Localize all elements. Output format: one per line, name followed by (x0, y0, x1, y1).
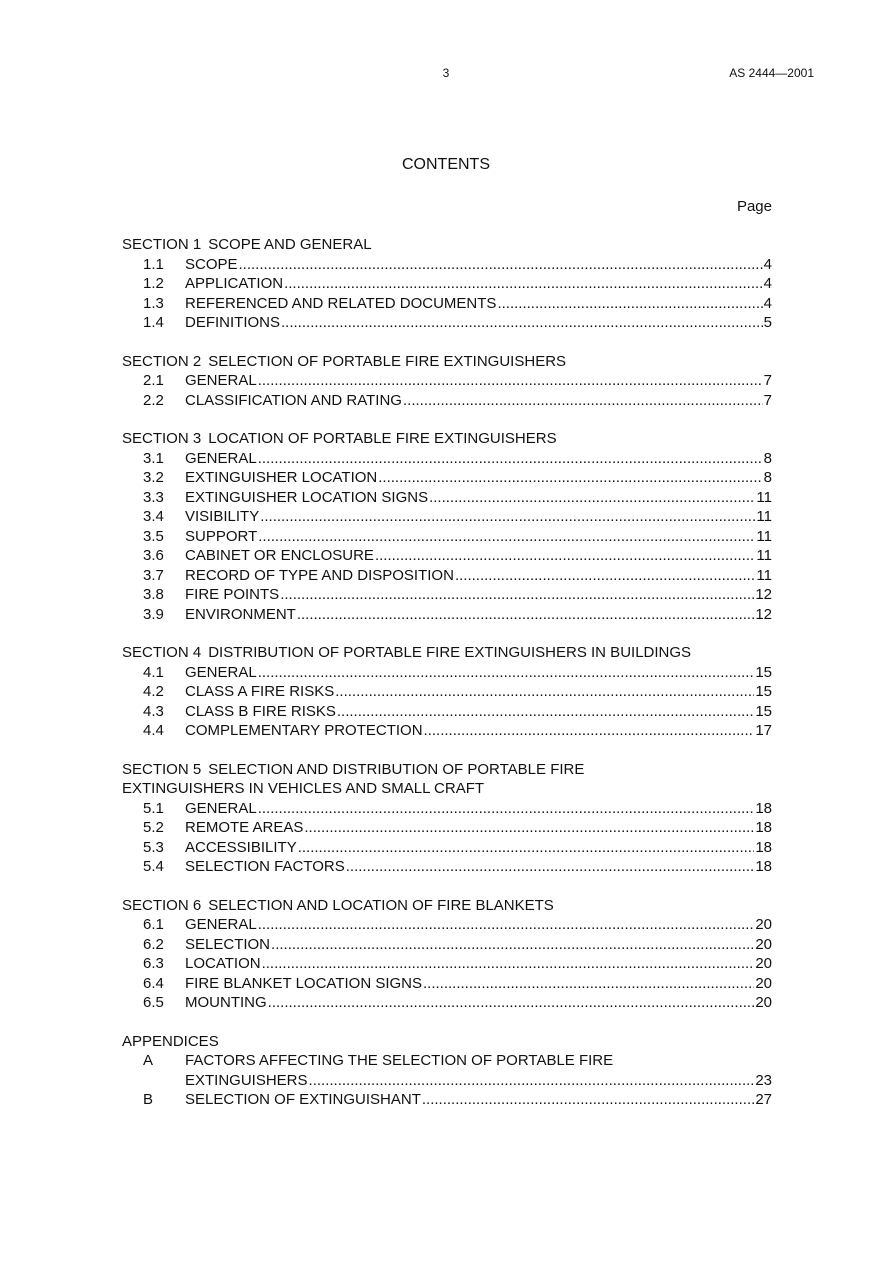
entry-number: 1.3 (143, 294, 164, 312)
entry-number: 4.2 (143, 683, 164, 700)
entry-title: SCOPE (185, 255, 238, 273)
section-heading[interactable] (122, 643, 772, 663)
dot-leader (304, 818, 754, 838)
dot-leader (455, 566, 755, 586)
dot-leader (258, 449, 763, 469)
entry-number: 3.5 (143, 527, 164, 545)
toc-section-2 (122, 352, 772, 411)
dot-leader (262, 954, 755, 974)
entry-number: 2.1 (143, 372, 164, 389)
entry-number: 5.4 (143, 858, 164, 875)
entry-number: 1.1 (143, 255, 164, 273)
toc-entry[interactable] (122, 449, 772, 469)
entry-title: EXTINGUISHER LOCATION (185, 469, 378, 486)
toc-entry[interactable] (122, 488, 772, 508)
entry-number: 3.1 (143, 449, 164, 467)
toc-entry[interactable] (122, 1071, 772, 1091)
entry-number: 4.1 (143, 663, 164, 681)
entry-title: CLASS B FIRE RISKS (185, 702, 336, 720)
entry-title: SELECTION (185, 935, 271, 953)
toc-entry[interactable] (122, 702, 772, 722)
toc-section-6 (122, 896, 772, 1013)
dot-leader (422, 1090, 754, 1110)
entry-page: 7 (763, 372, 772, 389)
page-header (0, 66, 892, 86)
entry-title: LOCATION (185, 955, 261, 972)
entry-title: EXTINGUISHER LOCATION SIGNS (185, 488, 429, 506)
toc-entry[interactable] (122, 818, 772, 838)
entry-page: 11 (756, 488, 772, 506)
toc-entry[interactable] (122, 391, 772, 411)
entry-page: 15 (755, 683, 772, 700)
dot-leader (258, 799, 755, 819)
entry-number: 3.7 (143, 566, 164, 584)
dot-leader (258, 371, 763, 391)
page-column-label: Page (736, 198, 772, 215)
toc-entry[interactable] (122, 294, 772, 314)
dot-leader (297, 605, 754, 625)
entry-page: 5 (763, 314, 772, 331)
toc-entry[interactable] (122, 585, 772, 605)
entry-title: SELECTION FACTORS (185, 858, 345, 875)
dot-leader (280, 585, 754, 605)
dot-leader (423, 974, 754, 994)
dot-leader (281, 313, 763, 333)
entry-title: GENERAL (185, 372, 257, 389)
entry-number: 5.1 (143, 799, 164, 817)
toc-section-1 (122, 235, 772, 333)
toc-entry[interactable] (122, 954, 772, 974)
entry-page: 20 (755, 935, 772, 953)
entry-page: 8 (763, 449, 772, 467)
entry-title: MOUNTING (185, 994, 267, 1011)
dot-leader (271, 935, 754, 955)
dot-leader (337, 702, 754, 722)
toc-entry[interactable] (122, 1090, 772, 1110)
toc-entry[interactable] (122, 255, 772, 275)
toc-entry[interactable] (122, 682, 772, 702)
entry-number: 6.5 (143, 994, 164, 1011)
entry-title: EXTINGUISHERS (185, 1071, 308, 1089)
entry-title: SELECTION OF EXTINGUISHANT (185, 1091, 421, 1108)
entry-number: 6.2 (143, 935, 164, 953)
entry-page: 12 (755, 605, 772, 623)
entry-page: 18 (755, 838, 772, 856)
dot-leader (258, 915, 755, 935)
toc-section-5 (122, 760, 772, 877)
dot-leader (258, 527, 755, 547)
entry-number: 3.2 (143, 469, 164, 486)
toc-entry[interactable] (122, 468, 772, 488)
section-heading[interactable] (122, 352, 772, 372)
dot-leader (309, 1071, 755, 1091)
section-title: SELECTION AND DISTRIBUTION OF PORTABLE FIRE (208, 760, 585, 778)
section-title: DISTRIBUTION OF PORTABLE FIRE EXTINGUISHERS IN BUILDINGS (208, 644, 692, 661)
entry-page: 18 (755, 858, 772, 875)
section-number: SECTION 4 (122, 644, 202, 661)
entry-title: RECORD OF TYPE AND DISPOSITION (185, 566, 454, 584)
entry-number: 5.3 (143, 838, 164, 856)
section-number: SECTION 2 (122, 352, 202, 370)
toc-entry[interactable] (122, 371, 772, 391)
entry-title: VISIBILITY (185, 508, 260, 525)
dot-leader (497, 294, 762, 314)
entry-page: 11 (756, 508, 772, 525)
section-heading[interactable] (122, 896, 772, 916)
entry-number: B (143, 1091, 154, 1108)
entry-page: 4 (763, 275, 772, 292)
dot-leader (429, 488, 755, 508)
dot-leader (268, 993, 755, 1013)
entry-title: COMPLEMENTARY PROTECTION (185, 722, 423, 739)
entry-title: FACTORS AFFECTING THE SELECTION OF PORTABLE FIRE (185, 1052, 614, 1069)
toc-entry[interactable] (122, 605, 772, 625)
entry-page: 4 (763, 294, 772, 312)
toc-entry[interactable] (122, 507, 772, 527)
document-id: AS 2444—2001 (729, 66, 814, 80)
entry-page: 18 (755, 819, 772, 836)
entry-title: GENERAL (185, 916, 257, 933)
entry-title: REMOTE AREAS (185, 819, 304, 836)
entry-title: DEFINITIONS (185, 314, 281, 331)
toc-entry[interactable] (122, 799, 772, 819)
toc-entry[interactable] (122, 935, 772, 955)
entry-page: 12 (755, 586, 772, 603)
toc-entry[interactable] (122, 663, 772, 683)
entry-title: GENERAL (185, 449, 257, 467)
toc-entry[interactable] (122, 915, 772, 935)
entry-number: 6.4 (143, 974, 164, 992)
toc-entry[interactable] (122, 546, 772, 566)
entry-page: 20 (755, 955, 772, 972)
entry-number: 3.6 (143, 547, 164, 564)
entry-number: 3.9 (143, 605, 164, 623)
entry-number: 4.4 (143, 722, 164, 739)
entry-number: 5.2 (143, 819, 164, 836)
dot-leader (260, 507, 755, 527)
section-heading-continuation: EXTINGUISHERS IN VEHICLES AND SMALL CRAFT (122, 780, 485, 797)
entry-title: CLASS A FIRE RISKS (185, 683, 335, 700)
entry-title: FIRE POINTS (185, 586, 280, 603)
entry-page: 15 (755, 702, 772, 720)
entry-page: 17 (755, 722, 772, 739)
entry-title: ENVIRONMENT (185, 605, 296, 623)
entry-page: 27 (755, 1091, 772, 1108)
entry-page: 20 (755, 974, 772, 992)
dot-leader (424, 721, 755, 741)
dot-leader (375, 546, 755, 566)
toc-entry[interactable] (122, 313, 772, 333)
entry-page: 4 (763, 255, 772, 273)
appendix-entry-title-line[interactable] (122, 1051, 772, 1071)
entry-page: 23 (755, 1071, 772, 1089)
entry-title: APPLICATION (185, 275, 284, 292)
dot-leader (284, 274, 763, 294)
section-number: SECTION 1 (122, 236, 202, 253)
entry-number: 3.4 (143, 508, 164, 525)
dot-leader (258, 663, 755, 683)
section-title: LOCATION OF PORTABLE FIRE EXTINGUISHERS (208, 430, 557, 447)
entry-number: 2.2 (143, 391, 164, 409)
entry-page: 7 (763, 391, 772, 409)
dot-leader (403, 391, 763, 411)
entry-title: REFERENCED AND RELATED DOCUMENTS (185, 294, 497, 312)
dot-leader (298, 838, 755, 858)
entry-title: GENERAL (185, 799, 257, 817)
section-title: SELECTION AND LOCATION OF FIRE BLANKETS (208, 896, 554, 914)
toc-section-3 (122, 429, 772, 624)
entry-page: 15 (755, 663, 772, 681)
entry-page: 11 (756, 566, 772, 584)
entry-number: 1.4 (143, 314, 164, 331)
entry-number: 6.3 (143, 955, 164, 972)
section-title: SCOPE AND GENERAL (208, 236, 372, 253)
dot-leader (335, 682, 754, 702)
dot-leader (239, 255, 763, 275)
entry-number: 4.3 (143, 702, 164, 720)
entry-page: 8 (763, 469, 772, 486)
toc-entry[interactable] (122, 566, 772, 586)
entry-page: 20 (755, 916, 772, 933)
dot-leader (346, 857, 755, 877)
entry-number: A (143, 1052, 154, 1069)
section-number: SECTION 5 (122, 760, 202, 778)
toc-entry[interactable] (122, 838, 772, 858)
entry-page: 18 (755, 799, 772, 817)
entry-page: 11 (756, 527, 772, 545)
entry-page: 11 (756, 547, 772, 564)
entry-number: 1.2 (143, 275, 164, 292)
entry-title: SUPPORT (185, 527, 258, 545)
entry-number: 3.8 (143, 586, 164, 603)
entry-page: 20 (755, 994, 772, 1011)
section-heading[interactable] (122, 235, 772, 255)
entry-title: FIRE BLANKET LOCATION SIGNS (185, 974, 422, 992)
section-number: SECTION 6 (122, 896, 202, 914)
entry-title: GENERAL (185, 663, 257, 681)
toc-entry[interactable] (122, 527, 772, 547)
table-of-contents (122, 235, 772, 1129)
section-heading[interactable] (122, 760, 772, 780)
toc-appendices (122, 1032, 772, 1110)
toc-entry[interactable] (122, 993, 772, 1013)
entry-title: CABINET OR ENCLOSURE (185, 547, 374, 564)
entry-title: CLASSIFICATION AND RATING (185, 391, 402, 409)
entry-number: 6.1 (143, 916, 164, 933)
toc-entry[interactable] (122, 857, 772, 877)
toc-entry[interactable] (122, 974, 772, 994)
page-number: 3 (442, 66, 450, 80)
dot-leader (378, 468, 762, 488)
entry-number: 3.3 (143, 488, 164, 506)
section-title: SELECTION OF PORTABLE FIRE EXTINGUISHERS (208, 352, 567, 370)
entry-title: ACCESSIBILITY (185, 838, 297, 856)
toc-entry[interactable] (122, 721, 772, 741)
section-number: SECTION 3 (122, 430, 202, 447)
contents-title: CONTENTS (402, 156, 490, 173)
toc-entry[interactable] (122, 274, 772, 294)
section-heading[interactable] (122, 429, 772, 449)
toc-section-4 (122, 643, 772, 741)
appendices-heading: APPENDICES (122, 1032, 219, 1050)
